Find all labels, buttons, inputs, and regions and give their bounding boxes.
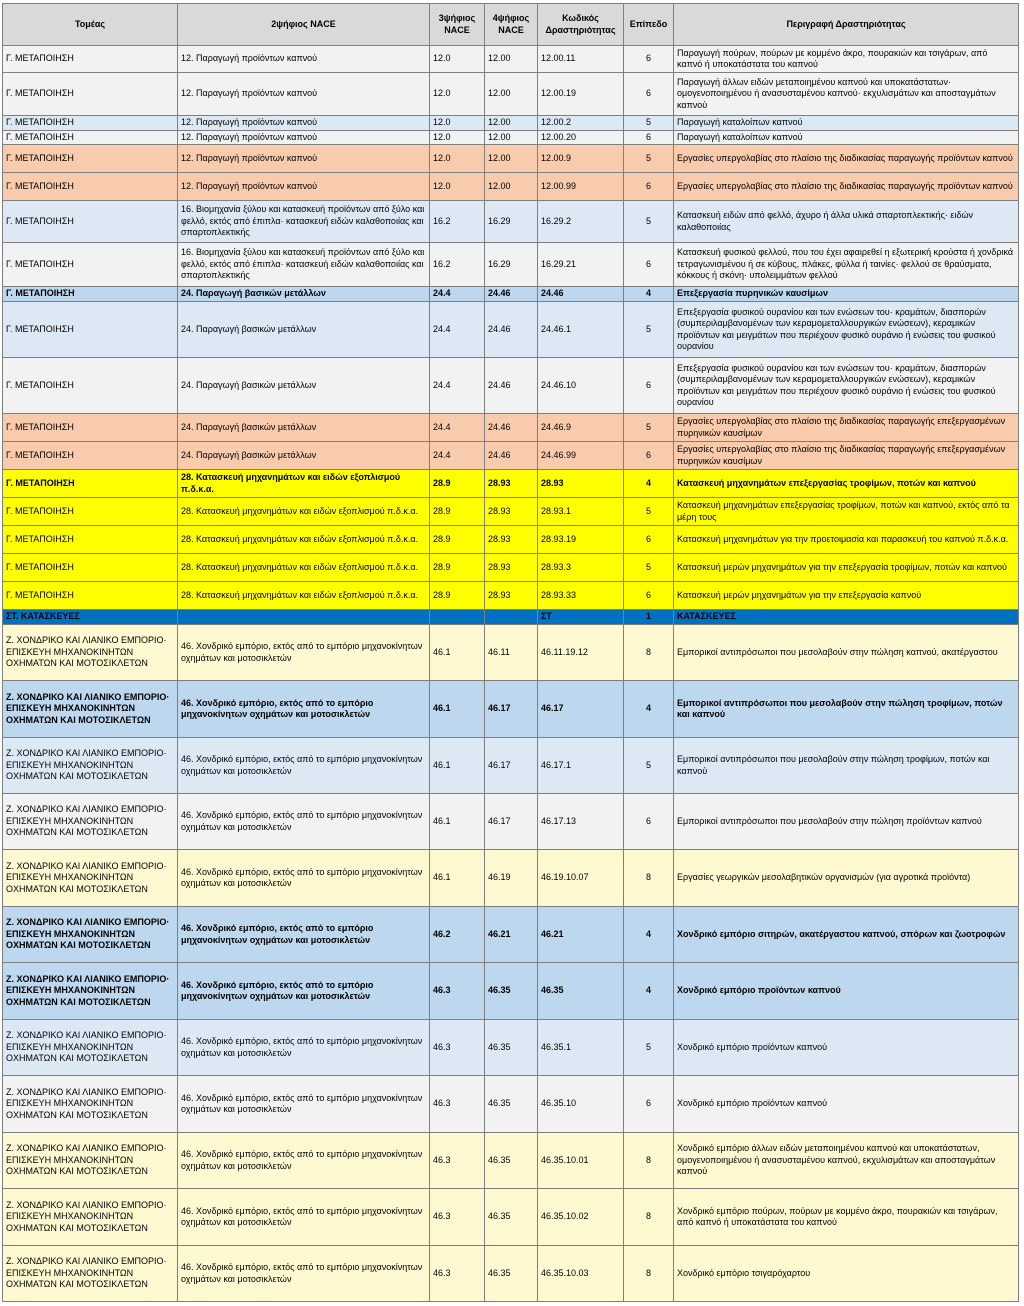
col-header-level: Επίπεδο	[624, 4, 674, 46]
cell-sector: Ζ. ΧΟΝΔΡΙΚΟ ΚΑΙ ΛΙΑΝΙΚΟ ΕΜΠΟΡΙΟ· ΕΠΙΣΚΕΥΗ ΜΗΧΑΝΟΚΙΝΗΤΩΝ ΟΧΗΜΑΤΩΝ ΚΑΙ ΜΟΤΟΣΙΚΛΕΤΩΝ	[3, 625, 178, 681]
cell-activity-code: 46.17.13	[538, 794, 624, 850]
cell-level: 8	[624, 850, 674, 907]
cell-nace3: 46.1	[430, 738, 485, 794]
cell-sector: Γ. ΜΕΤΑΠΟΙΗΣΗ	[3, 526, 178, 554]
cell-activity-code: 46.35.1	[538, 1020, 624, 1076]
cell-nace4	[485, 610, 538, 625]
cell-description: Εργασίες υπεργολαβίας στο πλαίσιο της διαδικασίας παραγωγής επεξεργασμένων πυρηνικών καυσίμων	[674, 442, 1019, 470]
cell-nace4: 24.46	[485, 442, 538, 470]
cell-nace4: 28.93	[485, 470, 538, 498]
table-row	[3, 302, 1019, 358]
table-row	[3, 610, 1019, 625]
table-row	[3, 46, 1019, 73]
cell-description: Εμπορικοί αντιπρόσωποι που μεσολαβούν στην πώληση τροφίμων, ποτών και καπνού	[674, 681, 1019, 738]
cell-nace2: 12. Παραγωγή προϊόντων καπνού	[178, 130, 430, 145]
cell-nace4: 46.35	[485, 1189, 538, 1246]
cell-sector: Γ. ΜΕΤΑΠΟΙΗΣΗ	[3, 498, 178, 526]
cell-description: Χονδρικό εμπόριο τσιγαρόχαρτου	[674, 1246, 1019, 1302]
cell-nace3: 24.4	[430, 287, 485, 302]
table-row	[3, 794, 1019, 850]
cell-description: Χονδρικό εμπόριο άλλων ειδών μεταποιημένου καπνού και υποκατάστατων, ομογενοποιημένου ή ανασυσταμένου καπνού, εκχυλισμάτων και αποσταγμάτων καπνού	[674, 1133, 1019, 1189]
cell-nace4: 46.35	[485, 1133, 538, 1189]
cell-activity-code: 28.93.19	[538, 526, 624, 554]
cell-nace3: 12.0	[430, 130, 485, 145]
cell-description: Χονδρικό εμπόριο πούρων, πούρων με κομμένο άκρο, πουρακιών και τσιγάρων, από καπνό ή υποκατάστατα του καπνού	[674, 1189, 1019, 1246]
cell-nace2: 16. Βιομηχανία ξύλου και κατασκευή προϊόντων από ξύλο και φελλό, εκτός από έπιπλα· κατασκευή ειδών καλαθοποιίας και σπαρτοπλεκτικής	[178, 243, 430, 287]
cell-description: Χονδρικό εμπόριο προϊόντων καπνού	[674, 1076, 1019, 1133]
cell-sector: Γ. ΜΕΤΑΠΟΙΗΣΗ	[3, 302, 178, 358]
cell-sector: Γ. ΜΕΤΑΠΟΙΗΣΗ	[3, 243, 178, 287]
cell-activity-code: ΣΤ	[538, 610, 624, 625]
cell-nace3: 46.3	[430, 1133, 485, 1189]
cell-description: Κατασκευή μερών μηχανημάτων για την επεξεργασία τροφίμων, ποτών και καπνού	[674, 554, 1019, 582]
col-header-activity-code: Κωδικός Δραστηριότητας	[538, 4, 624, 46]
cell-nace4: 46.35	[485, 1076, 538, 1133]
cell-level: 1	[624, 610, 674, 625]
cell-nace2: 46. Χονδρικό εμπόριο, εκτός από το εμπόριο μηχανοκίνητων οχημάτων και μοτοσικλετών	[178, 1246, 430, 1302]
cell-activity-code: 12.00.9	[538, 145, 624, 173]
table-row	[3, 1076, 1019, 1133]
cell-description: Παραγωγή καταλοίπων καπνού	[674, 130, 1019, 145]
cell-nace4: 46.17	[485, 794, 538, 850]
cell-nace4: 46.21	[485, 907, 538, 963]
cell-sector: Ζ. ΧΟΝΔΡΙΚΟ ΚΑΙ ΛΙΑΝΙΚΟ ΕΜΠΟΡΙΟ· ΕΠΙΣΚΕΥΗ ΜΗΧΑΝΟΚΙΝΗΤΩΝ ΟΧΗΜΑΤΩΝ ΚΑΙ ΜΟΤΟΣΙΚΛΕΤΩΝ	[3, 1189, 178, 1246]
activity-table	[2, 3, 1019, 1302]
cell-sector: Γ. ΜΕΤΑΠΟΙΗΣΗ	[3, 287, 178, 302]
cell-nace2: 28. Κατασκευή μηχανημάτων και ειδών εξοπλισμού π.δ.κ.α.	[178, 498, 430, 526]
cell-nace2: 46. Χονδρικό εμπόριο, εκτός από το εμπόριο μηχανοκίνητων οχημάτων και μοτοσικλετών	[178, 738, 430, 794]
cell-activity-code: 46.21	[538, 907, 624, 963]
cell-level: 6	[624, 46, 674, 73]
cell-nace4: 16.29	[485, 201, 538, 243]
cell-level: 6	[624, 794, 674, 850]
cell-nace3: 28.9	[430, 470, 485, 498]
cell-description: Εμπορικοί αντιπρόσωποι που μεσολαβούν στην πώληση προϊόντων καπνού	[674, 794, 1019, 850]
cell-nace3: 24.4	[430, 442, 485, 470]
cell-nace2: 24. Παραγωγή βασικών μετάλλων	[178, 302, 430, 358]
cell-nace3: 46.3	[430, 963, 485, 1020]
table-row	[3, 201, 1019, 243]
cell-description: Εργασίες υπεργολαβίας στο πλαίσιο της διαδικασίας παραγωγής προϊόντων καπνού	[674, 145, 1019, 173]
cell-nace4: 12.00	[485, 145, 538, 173]
cell-activity-code: 46.17	[538, 681, 624, 738]
cell-activity-code: 16.29.21	[538, 243, 624, 287]
cell-nace2: 24. Παραγωγή βασικών μετάλλων	[178, 414, 430, 442]
cell-nace3: 12.0	[430, 46, 485, 73]
cell-level: 5	[624, 738, 674, 794]
cell-nace2: 46. Χονδρικό εμπόριο, εκτός από το εμπόριο μηχανοκίνητων οχημάτων και μοτοσικλετών	[178, 907, 430, 963]
cell-nace4: 28.93	[485, 554, 538, 582]
cell-activity-code: 46.17.1	[538, 738, 624, 794]
cell-activity-code: 24.46.9	[538, 414, 624, 442]
table-row	[3, 1133, 1019, 1189]
cell-nace2: 46. Χονδρικό εμπόριο, εκτός από το εμπόριο μηχανοκίνητων οχημάτων και μοτοσικλετών	[178, 963, 430, 1020]
cell-nace3: 12.0	[430, 73, 485, 116]
cell-level: 4	[624, 907, 674, 963]
cell-level: 8	[624, 625, 674, 681]
cell-nace4: 46.35	[485, 1246, 538, 1302]
table-row	[3, 414, 1019, 442]
cell-nace3: 24.4	[430, 358, 485, 414]
cell-nace3: 28.9	[430, 526, 485, 554]
cell-level: 6	[624, 130, 674, 145]
table-row	[3, 130, 1019, 145]
cell-nace4: 46.17	[485, 681, 538, 738]
cell-nace3: 46.3	[430, 1246, 485, 1302]
cell-level: 4	[624, 681, 674, 738]
cell-level: 5	[624, 145, 674, 173]
table-row	[3, 963, 1019, 1020]
cell-description: Κατασκευή μερών μηχανημάτων για την επεξεργασία καπνού	[674, 582, 1019, 610]
cell-activity-code: 12.00.19	[538, 73, 624, 116]
cell-level: 5	[624, 554, 674, 582]
cell-sector: Ζ. ΧΟΝΔΡΙΚΟ ΚΑΙ ΛΙΑΝΙΚΟ ΕΜΠΟΡΙΟ· ΕΠΙΣΚΕΥΗ ΜΗΧΑΝΟΚΙΝΗΤΩΝ ΟΧΗΜΑΤΩΝ ΚΑΙ ΜΟΤΟΣΙΚΛΕΤΩΝ	[3, 1020, 178, 1076]
cell-description: Κατασκευή φυσικού φελλού, που του έχει αφαιρεθεί η εξωτερική κρούστα ή χονδρικά τετραγωνισμένου ή σε κύβους, πλάκες, φύλλα ή ταινίες· φελλού σε θραύσματα, κόκκους ή σκόνη· υπολειμμάτων φελλού	[674, 243, 1019, 287]
cell-activity-code: 24.46	[538, 287, 624, 302]
col-header-nace3: 3ψήφιος NACE	[430, 4, 485, 46]
cell-activity-code: 28.93.1	[538, 498, 624, 526]
cell-level: 5	[624, 414, 674, 442]
cell-nace2: 28. Κατασκευή μηχανημάτων και ειδών εξοπλισμού π.δ.κ.α.	[178, 470, 430, 498]
cell-nace2: 24. Παραγωγή βασικών μετάλλων	[178, 442, 430, 470]
cell-description: Χονδρικό εμπόριο προϊόντων καπνού	[674, 963, 1019, 1020]
cell-sector: Γ. ΜΕΤΑΠΟΙΗΣΗ	[3, 554, 178, 582]
cell-nace3: 46.2	[430, 907, 485, 963]
cell-activity-code: 28.93.3	[538, 554, 624, 582]
cell-nace3: 46.1	[430, 625, 485, 681]
cell-description: Παραγωγή καταλοίπων καπνού	[674, 116, 1019, 131]
table-row	[3, 526, 1019, 554]
cell-nace2: 24. Παραγωγή βασικών μετάλλων	[178, 287, 430, 302]
cell-description: Παραγωγή πούρων, πούρων με κομμένο άκρο, πουρακιών και τσιγάρων, από καπνό ή υποκατάστατα του καπνού	[674, 46, 1019, 73]
cell-nace4: 12.00	[485, 116, 538, 131]
cell-description: Εργασίες υπεργολαβίας στο πλαίσιο της διαδικασίας παραγωγής προϊόντων καπνού	[674, 173, 1019, 201]
cell-nace4: 28.93	[485, 582, 538, 610]
cell-sector: Γ. ΜΕΤΑΠΟΙΗΣΗ	[3, 130, 178, 145]
cell-level: 4	[624, 963, 674, 1020]
cell-nace2: 46. Χονδρικό εμπόριο, εκτός από το εμπόριο μηχανοκίνητων οχημάτων και μοτοσικλετών	[178, 681, 430, 738]
cell-sector: Γ. ΜΕΤΑΠΟΙΗΣΗ	[3, 470, 178, 498]
cell-nace3: 28.9	[430, 498, 485, 526]
cell-level: 8	[624, 1246, 674, 1302]
col-header-nace2: 2ψήφιος NACE	[178, 4, 430, 46]
cell-sector: Γ. ΜΕΤΑΠΟΙΗΣΗ	[3, 442, 178, 470]
cell-nace2: 46. Χονδρικό εμπόριο, εκτός από το εμπόριο μηχανοκίνητων οχημάτων και μοτοσικλετών	[178, 1020, 430, 1076]
table-row	[3, 738, 1019, 794]
cell-sector: Ζ. ΧΟΝΔΡΙΚΟ ΚΑΙ ΛΙΑΝΙΚΟ ΕΜΠΟΡΙΟ· ΕΠΙΣΚΕΥΗ ΜΗΧΑΝΟΚΙΝΗΤΩΝ ΟΧΗΜΑΤΩΝ ΚΑΙ ΜΟΤΟΣΙΚΛΕΤΩΝ	[3, 681, 178, 738]
cell-nace3: 46.3	[430, 1189, 485, 1246]
cell-nace2: 12. Παραγωγή προϊόντων καπνού	[178, 73, 430, 116]
cell-activity-code: 46.35	[538, 963, 624, 1020]
table-row	[3, 173, 1019, 201]
cell-activity-code: 46.35.10.03	[538, 1246, 624, 1302]
cell-sector: Γ. ΜΕΤΑΠΟΙΗΣΗ	[3, 116, 178, 131]
cell-sector: Γ. ΜΕΤΑΠΟΙΗΣΗ	[3, 201, 178, 243]
cell-nace2: 46. Χονδρικό εμπόριο, εκτός από το εμπόριο μηχανοκίνητων οχημάτων και μοτοσικλετών	[178, 1133, 430, 1189]
table-row	[3, 907, 1019, 963]
cell-level: 5	[624, 498, 674, 526]
cell-sector: Γ. ΜΕΤΑΠΟΙΗΣΗ	[3, 145, 178, 173]
cell-level: 8	[624, 1133, 674, 1189]
cell-level: 6	[624, 358, 674, 414]
cell-description: Επεξεργασία πυρηνικών καυσίμων	[674, 287, 1019, 302]
table-row	[3, 582, 1019, 610]
cell-level: 5	[624, 1020, 674, 1076]
cell-description: Επεξεργασία φυσικού ουρανίου και των ενώσεων του· κραμάτων, διασπορών (συμπεριλαμβανομένων των κεραμομεταλλουργικών ενώσεων), κεραμικών προϊόντων και μειγμάτων που περιέχουν φυσικό ουράνιο ή ενώσεις του φυσικού ουρανίου	[674, 302, 1019, 358]
cell-nace4: 24.46	[485, 287, 538, 302]
cell-nace3: 16.2	[430, 201, 485, 243]
cell-nace3: 46.3	[430, 1020, 485, 1076]
cell-activity-code: 46.11.19.12	[538, 625, 624, 681]
cell-sector: Ζ. ΧΟΝΔΡΙΚΟ ΚΑΙ ΛΙΑΝΙΚΟ ΕΜΠΟΡΙΟ· ΕΠΙΣΚΕΥΗ ΜΗΧΑΝΟΚΙΝΗΤΩΝ ΟΧΗΜΑΤΩΝ ΚΑΙ ΜΟΤΟΣΙΚΛΕΤΩΝ	[3, 1076, 178, 1133]
table-row	[3, 1189, 1019, 1246]
cell-level: 6	[624, 442, 674, 470]
cell-activity-code: 12.00.2	[538, 116, 624, 131]
cell-nace3: 16.2	[430, 243, 485, 287]
cell-nace4: 24.46	[485, 414, 538, 442]
cell-description: Κατασκευή μηχανημάτων επεξεργασίας τροφίμων, ποτών και καπνού	[674, 470, 1019, 498]
cell-nace3: 24.4	[430, 302, 485, 358]
table-row	[3, 287, 1019, 302]
col-header-nace4: 4ψήφιος NACE	[485, 4, 538, 46]
cell-nace2: 12. Παραγωγή προϊόντων καπνού	[178, 116, 430, 131]
cell-nace2	[178, 610, 430, 625]
table-row	[3, 1020, 1019, 1076]
cell-description: Κατασκευή μηχανημάτων επεξεργασίας τροφίμων, ποτών και καπνού, εκτός από τα μέρη τους	[674, 498, 1019, 526]
cell-description: Χονδρικό εμπόριο προϊόντων καπνού	[674, 1020, 1019, 1076]
table-row	[3, 554, 1019, 582]
cell-nace3: 24.4	[430, 414, 485, 442]
cell-activity-code: 24.46.10	[538, 358, 624, 414]
cell-level: 6	[624, 73, 674, 116]
cell-activity-code: 46.19.10.07	[538, 850, 624, 907]
cell-nace2: 16. Βιομηχανία ξύλου και κατασκευή προϊόντων από ξύλο και φελλό, εκτός από έπιπλα· κατασκευή ειδών καλαθοποιίας και σπαρτοπλεκτικής	[178, 201, 430, 243]
table-row	[3, 470, 1019, 498]
cell-nace2: 28. Κατασκευή μηχανημάτων και ειδών εξοπλισμού π.δ.κ.α.	[178, 526, 430, 554]
cell-activity-code: 28.93	[538, 470, 624, 498]
cell-nace4: 46.35	[485, 1020, 538, 1076]
cell-nace4: 12.00	[485, 130, 538, 145]
cell-nace2: 12. Παραγωγή προϊόντων καπνού	[178, 145, 430, 173]
cell-nace4: 28.93	[485, 526, 538, 554]
cell-sector: Ζ. ΧΟΝΔΡΙΚΟ ΚΑΙ ΛΙΑΝΙΚΟ ΕΜΠΟΡΙΟ· ΕΠΙΣΚΕΥΗ ΜΗΧΑΝΟΚΙΝΗΤΩΝ ΟΧΗΜΑΤΩΝ ΚΑΙ ΜΟΤΟΣΙΚΛΕΤΩΝ	[3, 850, 178, 907]
cell-nace3: 12.0	[430, 145, 485, 173]
cell-activity-code: 12.00.11	[538, 46, 624, 73]
table-row	[3, 358, 1019, 414]
cell-nace3: 28.9	[430, 554, 485, 582]
cell-nace3: 46.1	[430, 850, 485, 907]
cell-level: 5	[624, 201, 674, 243]
cell-nace3	[430, 610, 485, 625]
cell-sector: Ζ. ΧΟΝΔΡΙΚΟ ΚΑΙ ΛΙΑΝΙΚΟ ΕΜΠΟΡΙΟ· ΕΠΙΣΚΕΥΗ ΜΗΧΑΝΟΚΙΝΗΤΩΝ ΟΧΗΜΑΤΩΝ ΚΑΙ ΜΟΤΟΣΙΚΛΕΤΩΝ	[3, 794, 178, 850]
cell-activity-code: 16.29.2	[538, 201, 624, 243]
cell-sector: Γ. ΜΕΤΑΠΟΙΗΣΗ	[3, 414, 178, 442]
table-row	[3, 243, 1019, 287]
cell-nace4: 12.00	[485, 46, 538, 73]
cell-nace4: 28.93	[485, 498, 538, 526]
cell-sector: Γ. ΜΕΤΑΠΟΙΗΣΗ	[3, 173, 178, 201]
cell-nace2: 28. Κατασκευή μηχανημάτων και ειδών εξοπλισμού π.δ.κ.α.	[178, 582, 430, 610]
cell-sector: Ζ. ΧΟΝΔΡΙΚΟ ΚΑΙ ΛΙΑΝΙΚΟ ΕΜΠΟΡΙΟ· ΕΠΙΣΚΕΥΗ ΜΗΧΑΝΟΚΙΝΗΤΩΝ ΟΧΗΜΑΤΩΝ ΚΑΙ ΜΟΤΟΣΙΚΛΕΤΩΝ	[3, 1246, 178, 1302]
cell-nace3: 12.0	[430, 173, 485, 201]
cell-nace2: 46. Χονδρικό εμπόριο, εκτός από το εμπόριο μηχανοκίνητων οχημάτων και μοτοσικλετών	[178, 1189, 430, 1246]
cell-description: Εμπορικοί αντιπρόσωποι που μεσολαβούν στην πώληση καπνού, ακατέργαστου	[674, 625, 1019, 681]
cell-nace2: 46. Χονδρικό εμπόριο, εκτός από το εμπόριο μηχανοκίνητων οχημάτων και μοτοσικλετών	[178, 625, 430, 681]
cell-nace2: 46. Χονδρικό εμπόριο, εκτός από το εμπόριο μηχανοκίνητων οχημάτων και μοτοσικλετών	[178, 1076, 430, 1133]
table-body	[3, 46, 1019, 1302]
cell-activity-code: 46.35.10	[538, 1076, 624, 1133]
cell-activity-code: 12.00.20	[538, 130, 624, 145]
cell-level: 6	[624, 173, 674, 201]
cell-nace2: 12. Παραγωγή προϊόντων καπνού	[178, 173, 430, 201]
cell-level: 8	[624, 1189, 674, 1246]
cell-sector: Ζ. ΧΟΝΔΡΙΚΟ ΚΑΙ ΛΙΑΝΙΚΟ ΕΜΠΟΡΙΟ· ΕΠΙΣΚΕΥΗ ΜΗΧΑΝΟΚΙΝΗΤΩΝ ΟΧΗΜΑΤΩΝ ΚΑΙ ΜΟΤΟΣΙΚΛΕΤΩΝ	[3, 963, 178, 1020]
cell-level: 6	[624, 1076, 674, 1133]
cell-description: Παραγωγή άλλων ειδών μεταποιημένου καπνού και υποκατάστατων· ομογενοποιημένου ή ανασυσταμένου καπνού· εκχυλισμάτων και αποσταγμάτων καπνού	[674, 73, 1019, 116]
cell-nace4: 46.19	[485, 850, 538, 907]
cell-level: 4	[624, 470, 674, 498]
cell-sector: ΣΤ. ΚΑΤΑΣΚΕΥΕΣ	[3, 610, 178, 625]
col-header-sector: Τομέας	[3, 4, 178, 46]
table-row	[3, 850, 1019, 907]
cell-nace2: 46. Χονδρικό εμπόριο, εκτός από το εμπόριο μηχανοκίνητων οχημάτων και μοτοσικλετών	[178, 794, 430, 850]
cell-sector: Γ. ΜΕΤΑΠΟΙΗΣΗ	[3, 46, 178, 73]
cell-activity-code: 24.46.1	[538, 302, 624, 358]
cell-description: Επεξεργασία φυσικού ουρανίου και των ενώσεων του· κραμάτων, διασπορών (συμπεριλαμβανομένων των κεραμομεταλλουργικών ενώσεων), κεραμικών προϊόντων και μειγμάτων που περιέχουν φυσικό ουράνιο ή ενώσεις του φυσικού ουρανίου	[674, 358, 1019, 414]
table-row	[3, 625, 1019, 681]
table-row	[3, 498, 1019, 526]
cell-nace3: 46.1	[430, 681, 485, 738]
cell-activity-code: 28.93.33	[538, 582, 624, 610]
table-row	[3, 73, 1019, 116]
cell-nace2: 46. Χονδρικό εμπόριο, εκτός από το εμπόριο μηχανοκίνητων οχημάτων και μοτοσικλετών	[178, 850, 430, 907]
cell-description: Εργασίες γεωργικών μεσολαβητικών οργανισμών (για αγροτικά προϊόντα)	[674, 850, 1019, 907]
cell-nace4: 12.00	[485, 73, 538, 116]
cell-nace3: 46.3	[430, 1076, 485, 1133]
cell-level: 6	[624, 526, 674, 554]
cell-level: 6	[624, 582, 674, 610]
col-header-description: Περιγραφή Δραστηριότητας	[674, 4, 1019, 46]
cell-description: Κατασκευή μηχανημάτων για την προετοιμασία και παρασκευή του καπνού π.δ.κ.α.	[674, 526, 1019, 554]
cell-sector: Γ. ΜΕΤΑΠΟΙΗΣΗ	[3, 582, 178, 610]
cell-nace3: 46.1	[430, 794, 485, 850]
cell-nace2: 28. Κατασκευή μηχανημάτων και ειδών εξοπλισμού π.δ.κ.α.	[178, 554, 430, 582]
cell-level: 6	[624, 243, 674, 287]
cell-nace4: 16.29	[485, 243, 538, 287]
cell-nace2: 12. Παραγωγή προϊόντων καπνού	[178, 46, 430, 73]
cell-nace4: 46.11	[485, 625, 538, 681]
cell-nace4: 12.00	[485, 173, 538, 201]
cell-activity-code: 46.35.10.01	[538, 1133, 624, 1189]
cell-level: 5	[624, 116, 674, 131]
cell-level: 4	[624, 287, 674, 302]
cell-nace3: 12.0	[430, 116, 485, 131]
cell-description: Εμπορικοί αντιπρόσωποι που μεσολαβούν στην πώληση τροφίμων, ποτών και καπνού	[674, 738, 1019, 794]
cell-sector: Ζ. ΧΟΝΔΡΙΚΟ ΚΑΙ ΛΙΑΝΙΚΟ ΕΜΠΟΡΙΟ· ΕΠΙΣΚΕΥΗ ΜΗΧΑΝΟΚΙΝΗΤΩΝ ΟΧΗΜΑΤΩΝ ΚΑΙ ΜΟΤΟΣΙΚΛΕΤΩΝ	[3, 1133, 178, 1189]
cell-nace3: 28.9	[430, 582, 485, 610]
cell-nace4: 46.17	[485, 738, 538, 794]
cell-description: Κατασκευή ειδών από φελλό, άχυρο ή άλλα υλικά σπαρτοπλεκτικής· ειδών καλαθοποιίας	[674, 201, 1019, 243]
cell-description: ΚΑΤΑΣΚΕΥΕΣ	[674, 610, 1019, 625]
cell-nace4: 24.46	[485, 302, 538, 358]
cell-activity-code: 46.35.10.02	[538, 1189, 624, 1246]
table-row	[3, 1246, 1019, 1302]
cell-nace4: 24.46	[485, 358, 538, 414]
header-row	[3, 4, 1019, 46]
cell-description: Εργασίες υπεργολαβίας στο πλαίσιο της διαδικασίας παραγωγής επεξεργασμένων πυρηνικών καυσίμων	[674, 414, 1019, 442]
cell-sector: Ζ. ΧΟΝΔΡΙΚΟ ΚΑΙ ΛΙΑΝΙΚΟ ΕΜΠΟΡΙΟ· ΕΠΙΣΚΕΥΗ ΜΗΧΑΝΟΚΙΝΗΤΩΝ ΟΧΗΜΑΤΩΝ ΚΑΙ ΜΟΤΟΣΙΚΛΕΤΩΝ	[3, 738, 178, 794]
table-row	[3, 681, 1019, 738]
table-row	[3, 442, 1019, 470]
cell-activity-code: 24.46.99	[538, 442, 624, 470]
table-row	[3, 116, 1019, 131]
cell-sector: Γ. ΜΕΤΑΠΟΙΗΣΗ	[3, 73, 178, 116]
table-row	[3, 145, 1019, 173]
cell-sector: Γ. ΜΕΤΑΠΟΙΗΣΗ	[3, 358, 178, 414]
cell-activity-code: 12.00.99	[538, 173, 624, 201]
cell-nace4: 46.35	[485, 963, 538, 1020]
cell-level: 5	[624, 302, 674, 358]
cell-sector: Ζ. ΧΟΝΔΡΙΚΟ ΚΑΙ ΛΙΑΝΙΚΟ ΕΜΠΟΡΙΟ· ΕΠΙΣΚΕΥΗ ΜΗΧΑΝΟΚΙΝΗΤΩΝ ΟΧΗΜΑΤΩΝ ΚΑΙ ΜΟΤΟΣΙΚΛΕΤΩΝ	[3, 907, 178, 963]
cell-description: Χονδρικό εμπόριο σιτηρών, ακατέργαστου καπνού, σπόρων και ζωοτροφών	[674, 907, 1019, 963]
cell-nace2: 24. Παραγωγή βασικών μετάλλων	[178, 358, 430, 414]
